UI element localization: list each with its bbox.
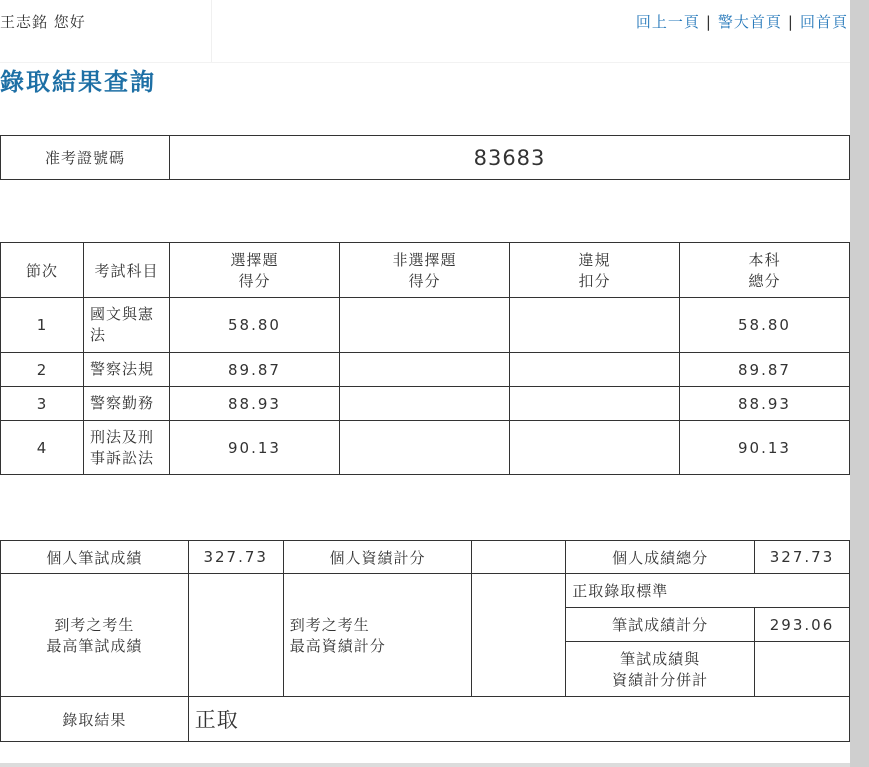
header-session: 節次 — [1, 243, 84, 298]
table-row — [1, 421, 850, 475]
table-row — [1, 298, 850, 353]
personal-total-score-label: 個人成績總分 — [566, 541, 755, 574]
header-nonmc-line1: 非選擇題 — [392, 251, 457, 269]
row-total: 89.87 — [680, 353, 850, 387]
row-subject-line2: 事訴訟法 — [90, 448, 155, 467]
header-nonmc-score — [340, 243, 510, 298]
nav-separator: | — [705, 13, 712, 31]
header-mc-score — [170, 243, 340, 298]
nav-police-university-home-link[interactable]: 警大首頁 — [717, 13, 782, 31]
row-penalty — [510, 298, 680, 353]
row-subject-line1: 刑法及刑 — [90, 427, 155, 446]
row-mc-score: 90.13 — [170, 421, 340, 475]
bottom-edge — [0, 763, 850, 767]
highest-credit-score-label — [283, 574, 472, 697]
row-nonmc-score — [340, 353, 510, 387]
row-session: 3 — [1, 387, 84, 421]
row-mc-score: 58.80 — [170, 298, 340, 353]
personal-credit-score-value — [472, 541, 566, 574]
admission-result-label: 錄取結果 — [1, 697, 189, 742]
row-total: 58.80 — [680, 298, 850, 353]
admission-number-table — [0, 135, 850, 180]
row-total: 90.13 — [680, 421, 850, 475]
written-score-points-value: 293.06 — [755, 608, 850, 642]
admission-result-value: 正取 — [188, 697, 849, 742]
row-session: 4 — [1, 421, 84, 475]
header-nonmc-line2: 得分 — [408, 272, 441, 290]
row-subject-line2: 法 — [90, 326, 107, 344]
nav-home-link[interactable]: 回首頁 — [799, 13, 848, 31]
row-session: 1 — [1, 298, 84, 353]
admission-number-label: 准考證號碼 — [1, 136, 170, 180]
combined-line1: 筆試成績與 — [620, 650, 701, 668]
row-subject-line1: 國文與憲 — [90, 305, 155, 323]
highest-written-score-value — [188, 574, 283, 697]
table-row — [1, 353, 850, 387]
row-penalty — [510, 421, 680, 475]
personal-total-score-value: 327.73 — [755, 541, 850, 574]
row-nonmc-score — [340, 421, 510, 475]
row-penalty — [510, 387, 680, 421]
personal-written-score-value: 327.73 — [188, 541, 283, 574]
top-nav — [636, 11, 848, 32]
combined-score-value — [755, 642, 850, 697]
highest-written-line1: 到考之考生 — [54, 616, 135, 634]
header-total-line1: 本科 — [748, 251, 781, 269]
summary-row — [1, 697, 850, 742]
row-subject — [84, 298, 170, 353]
written-score-points-label: 筆試成績計分 — [566, 608, 755, 642]
user-greeting: 王志銘 您好 — [0, 13, 86, 31]
page-title: 錄取結果查詢 — [0, 68, 156, 96]
combined-line2: 資績計分併計 — [612, 671, 709, 689]
row-total: 88.93 — [680, 387, 850, 421]
row-session: 2 — [1, 353, 84, 387]
summary-row — [1, 574, 850, 608]
header-penalty-line2: 扣分 — [578, 272, 611, 290]
row-nonmc-score — [340, 387, 510, 421]
highest-written-line2: 最高筆試成績 — [46, 637, 143, 655]
highest-credit-score-value — [472, 574, 566, 697]
personal-credit-score-label: 個人資績計分 — [283, 541, 472, 574]
header-mc-line2: 得分 — [238, 272, 271, 290]
row-subject: 警察勤務 — [84, 387, 170, 421]
scores-table — [0, 242, 850, 475]
row-nonmc-score — [340, 298, 510, 353]
admission-standard-label: 正取錄取標準 — [566, 574, 850, 608]
summary-table — [0, 540, 850, 742]
table-row — [1, 387, 850, 421]
header-penalty-line1: 違規 — [578, 251, 611, 269]
row-penalty — [510, 353, 680, 387]
nav-separator: | — [787, 13, 794, 31]
row-mc-score: 89.87 — [170, 353, 340, 387]
header-penalty — [510, 243, 680, 298]
header-divider — [211, 0, 212, 62]
personal-written-score-label: 個人筆試成績 — [1, 541, 189, 574]
scores-header-row — [1, 243, 850, 298]
admission-number-value: 83683 — [170, 136, 850, 180]
highest-written-score-label — [1, 574, 189, 697]
row-mc-score: 88.93 — [170, 387, 340, 421]
vertical-scrollbar[interactable] — [850, 0, 869, 767]
header-subject-total — [680, 243, 850, 298]
combined-score-label — [566, 642, 755, 697]
header-subject: 考試科目 — [84, 243, 170, 298]
row-subject — [84, 421, 170, 475]
highest-credit-line2: 最高資績計分 — [289, 637, 386, 655]
header-total-line2: 總分 — [748, 272, 781, 290]
header-mc-line1: 選擇題 — [230, 251, 279, 269]
row-subject: 警察法規 — [84, 353, 170, 387]
nav-back-link[interactable]: 回上一頁 — [635, 13, 700, 31]
summary-row — [1, 541, 850, 574]
highest-credit-line1: 到考之考生 — [289, 616, 370, 634]
